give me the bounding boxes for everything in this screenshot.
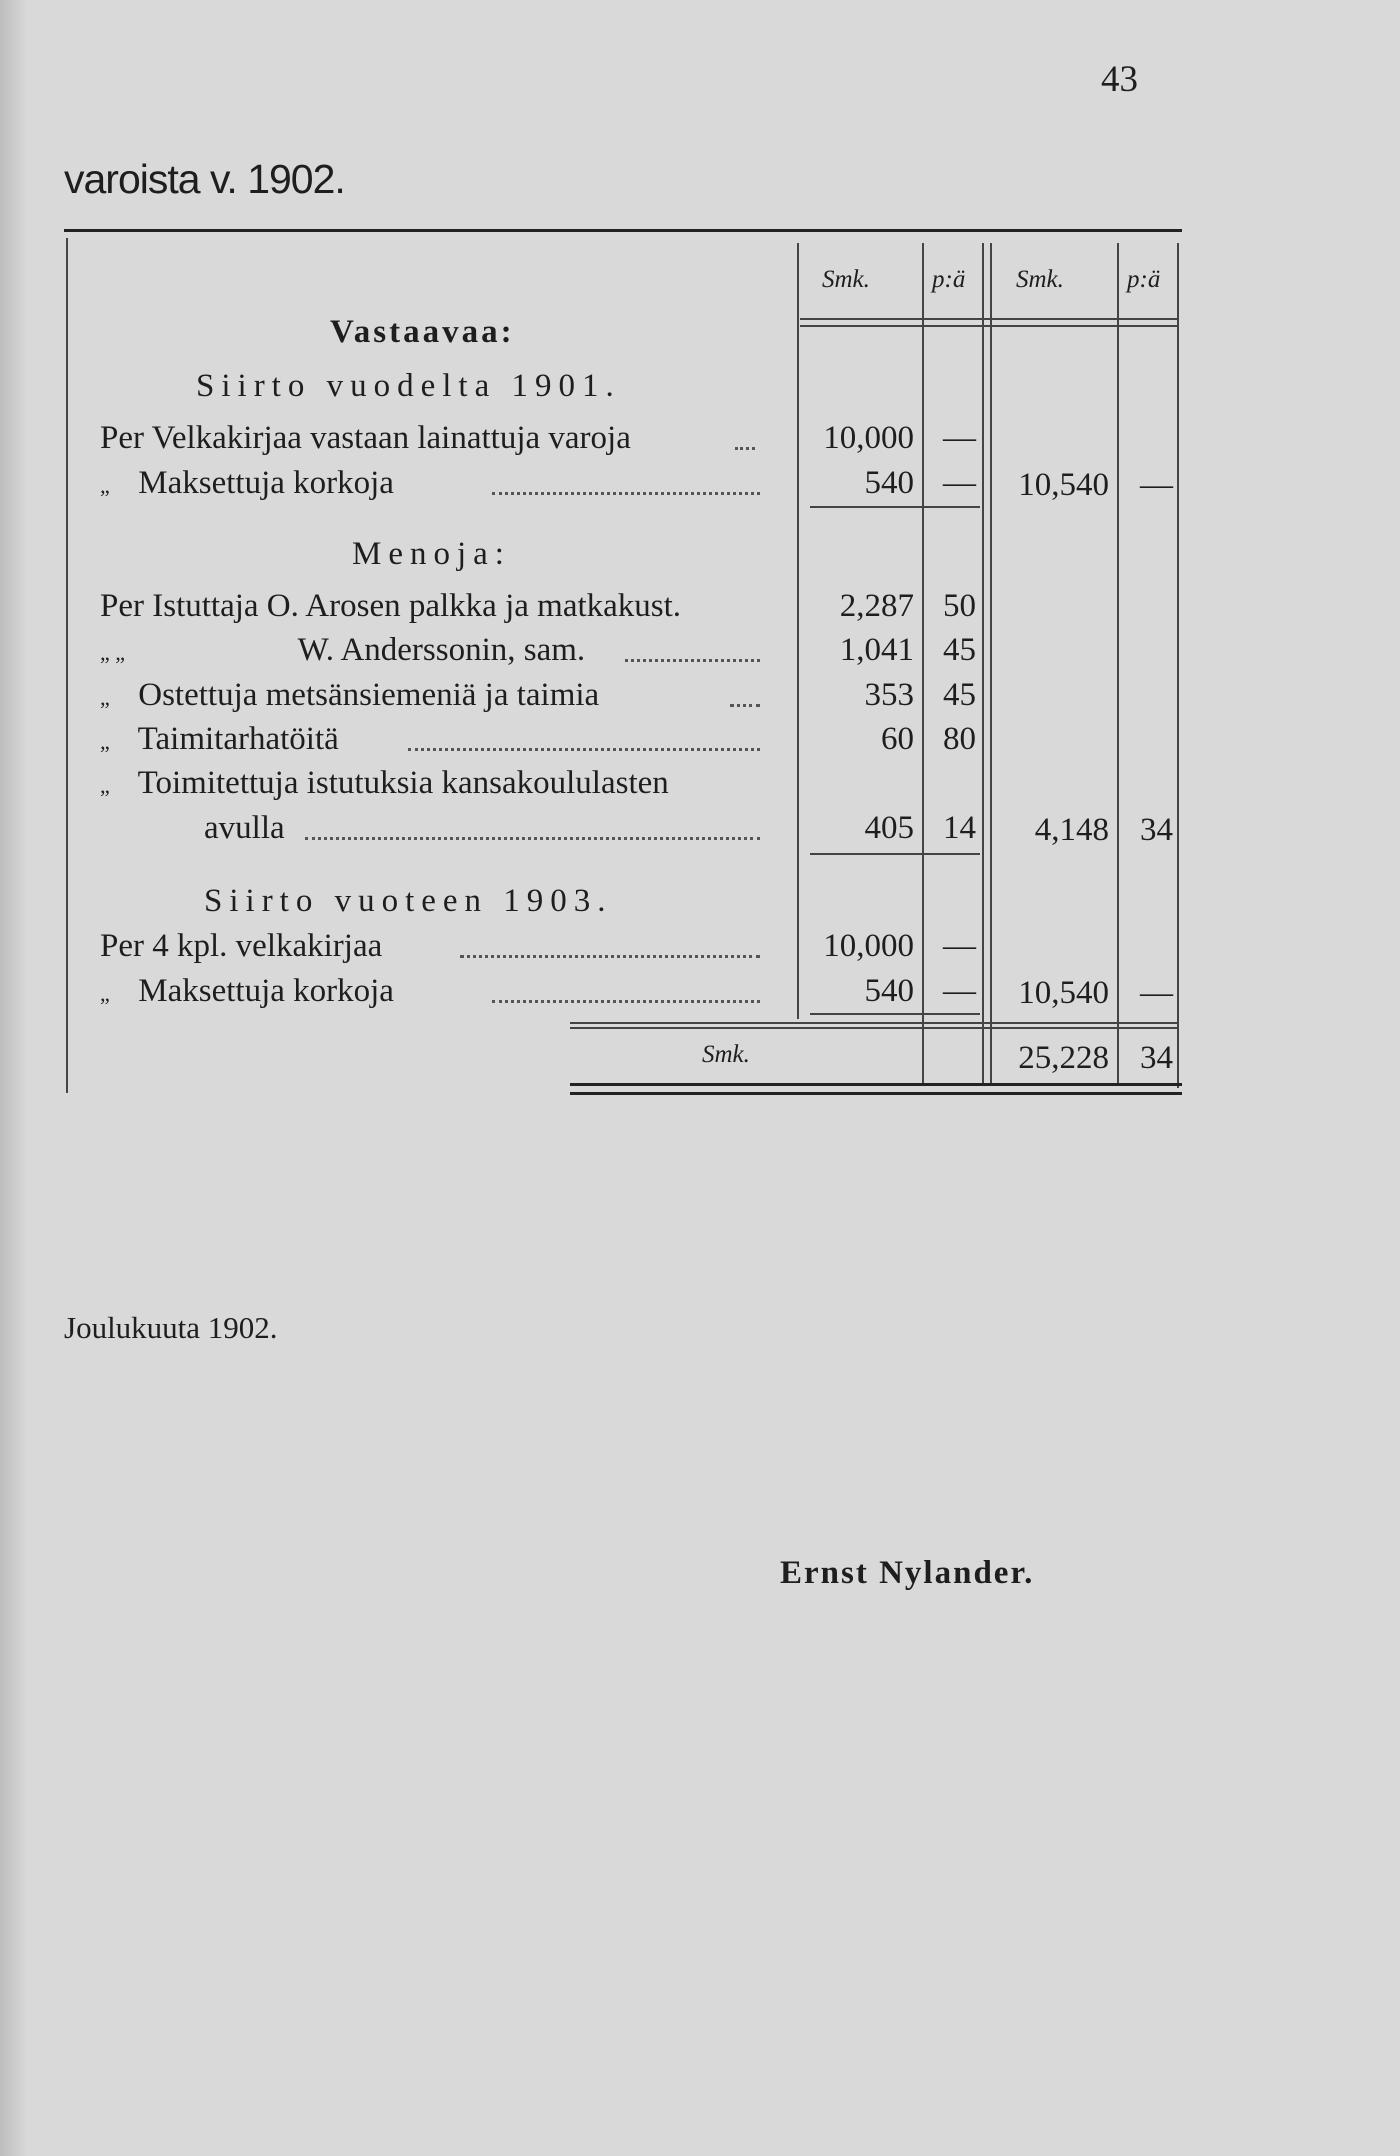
row-prefix: Per: [100, 588, 144, 624]
row-prefix: Per: [100, 928, 144, 964]
row-prefix: Per: [100, 420, 144, 456]
grand-total-top-rule-2: [570, 1027, 1177, 1029]
grand-total-label: Smk.: [702, 1041, 750, 1068]
grand-total-top-rule: [570, 1022, 1177, 1024]
leader-dots: [492, 1000, 760, 1003]
row-label: Maksettuja korkoja: [138, 973, 394, 1009]
expense-row-5: [100, 765, 669, 802]
table-left-rule: [66, 238, 68, 1093]
pennies-value: 80: [943, 721, 976, 757]
row-prefix: „: [100, 473, 110, 498]
marks-value: 2,287: [839, 588, 914, 624]
pennies-value: —: [943, 928, 976, 964]
expenses-title: Menoja:: [352, 536, 511, 572]
row-label: Ostettuja metsänsiemeniä ja taimia: [138, 677, 600, 713]
leader-dots: [460, 955, 760, 958]
footer-date: Joulukuuta 1902.: [64, 1310, 278, 1345]
row-prefix: „: [100, 981, 110, 1006]
total-marks-value: 10,540: [1018, 467, 1109, 503]
carry-out-title: Siirto vuoteen 1903.: [204, 883, 613, 919]
total-marks-header: Smk.: [1016, 266, 1064, 293]
marks-header: Smk.: [822, 266, 870, 293]
grand-total-pennies: 34: [1140, 1040, 1173, 1076]
expense-row-2: [100, 632, 585, 669]
pennies-header: p:ä: [932, 266, 966, 293]
marks-value: 10,000: [823, 420, 914, 456]
row-label: avulla: [204, 810, 285, 846]
expense-row-1: [100, 588, 681, 625]
marks-value: 10,000: [823, 928, 914, 964]
page-heading: varoista v. 1902.: [64, 156, 345, 202]
marks-value: 540: [864, 465, 914, 501]
leader-dots: [625, 659, 760, 662]
signature: Ernst Nylander.: [780, 1555, 1035, 1591]
carry-in-row-2: [100, 465, 394, 502]
carry-out-row-2: [100, 973, 394, 1010]
total-pennies-value: —: [1140, 467, 1173, 503]
expense-row-6: [204, 810, 285, 847]
pennies-value: 14: [943, 810, 976, 846]
leader-dots: [730, 704, 760, 707]
section-title-vastaavaa: Vastaavaa:: [330, 314, 515, 350]
row-prefix: „ „: [100, 640, 126, 665]
row-label: Taimitarhatöitä: [137, 721, 339, 757]
total-pennies-column-rule: [1117, 243, 1119, 1083]
marks-value: 60: [881, 721, 914, 757]
total-pennies-value: 34: [1140, 812, 1173, 848]
leader-dots: [408, 748, 760, 751]
pennies-value: —: [943, 420, 976, 456]
subtotal-rule: [810, 853, 980, 855]
pennies-value: —: [943, 973, 976, 1009]
row-prefix: „: [100, 685, 110, 710]
row-label: W. Anderssonin, sam.: [297, 632, 586, 668]
row-label: Maksettuja korkoja: [138, 465, 394, 501]
header-rule-2: [800, 325, 1177, 327]
expense-row-3: [100, 677, 599, 714]
expense-row-4: [100, 721, 339, 758]
carry-in-title: Siirto vuodelta 1901.: [196, 368, 621, 404]
carry-in-row-1: [100, 420, 631, 457]
subtotal-rule: [810, 1013, 980, 1015]
grand-total-bottom-rule: [570, 1083, 1182, 1086]
total-pennies-value: —: [1140, 975, 1173, 1011]
marks-column-rule: [922, 243, 924, 1083]
carry-out-row-1: [100, 928, 382, 965]
leader-dots: [305, 837, 760, 840]
row-prefix: „: [100, 773, 110, 798]
binding-shadow: [0, 0, 28, 2156]
pennies-value: 45: [943, 677, 976, 713]
page-number: 43: [1101, 59, 1138, 100]
marks-value: 353: [864, 677, 914, 713]
marks-value: 405: [864, 810, 914, 846]
total-marks-column-rule: [990, 243, 992, 1083]
pennies-column-rule: [982, 243, 984, 1083]
pennies-value: 45: [943, 632, 976, 668]
grand-total-marks: 25,228: [1018, 1040, 1109, 1076]
table-right-rule: [1177, 243, 1179, 1088]
subtotal-rule: [810, 506, 980, 508]
leader-dots: [735, 447, 755, 450]
top-rule: [64, 229, 1182, 232]
row-label: Velkakirjaa vastaan lainattuja varoja: [151, 420, 631, 456]
total-marks-value: 4,148: [1034, 812, 1109, 848]
row-label: Toimitettuja istutuksia kansakoululasten: [137, 765, 669, 801]
row-label: Istuttaja O. Arosen palkka ja matkakust.: [152, 588, 682, 624]
marks-value: 540: [864, 973, 914, 1009]
total-pennies-header: p:ä: [1127, 266, 1161, 293]
row-prefix: „: [100, 729, 110, 754]
header-rule: [800, 318, 1177, 320]
label-column-rule: [797, 243, 799, 1019]
leader-dots: [492, 492, 760, 495]
total-marks-value: 10,540: [1018, 975, 1109, 1011]
pennies-value: —: [943, 465, 976, 501]
grand-total-bottom-rule-2: [570, 1092, 1182, 1095]
row-label: 4 kpl. velkakirjaa: [152, 928, 383, 964]
pennies-value: 50: [943, 588, 976, 624]
marks-value: 1,041: [839, 632, 914, 668]
